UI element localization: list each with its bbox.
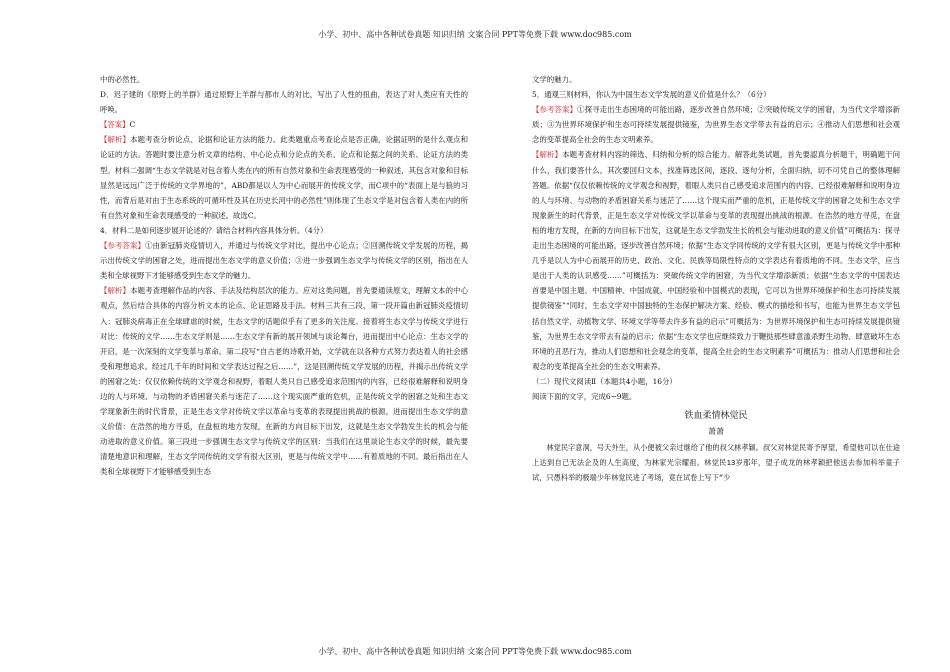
right-paragraph: 文学的魅力。 bbox=[532, 75, 577, 84]
answer-label: 【答案】 bbox=[100, 120, 130, 130]
question-5: 5．通观三则材料，你认为中国生态文学发展的意义价值是什么？（6分） bbox=[532, 90, 771, 100]
reference-answer-text: ①由新冠肺炎疫情切入，并通过与传统文学对比，提出中心论点；②回溯传统文学发展的历程，揭示出传统文学的困窘之处，进而提出生态文学的意义价值；③进一步强调生态文学与传统文学的区别，指出在人类和全球视野下才能够感受到生态文学的魅力。 bbox=[100, 241, 468, 281]
analysis-text: 本题考查材料内容的筛选、归纳和分析的综合能力。解答此类试题，首先要認真分析题干，明确题干问什么，我们要答什么。其次要回归文本，找准筛选区间，逐段、逐句分析，全面归纳，切不可凭自己的整体理解答题。依据“仅仅依赖传统的文学观念和视野，着眼人类只自己感受追求范围内的内容，已经很难解释和说明身边的人与环境、与动物的矛盾困窘关系与迷茫了……这个现实而严重的危机，正是传统文学的困窘之处和生态文学现象新生的时代背景，正是生态文学对传统文学以革命与变革的表现提出挑战的根源。在浩然的地方寻觅，在盘桓的地方发现，在新的方向目标下出发，这就是生态文学勃发生长的机会与能动进取的意义价值”可概括为：探寻走出生态困境的可能出路，逐步改善自然环境；依据“生态文学同传统的文学有很大区别，更是与传统文学中那种几乎是以人为中心而展开的历史、政治、文化、民族等局限性特点的文学表达有着质地的不同。生态文学，应当是出于人类的认识感受……”可概括为：突破传统文学的困窘，为当代文学增添新质；依据“生态文学的中国表达首要是中国主题、中国精神、中国成就、中国经验和中国模式的表现，它可以为世界环境保护和生态可持续发展提供镜鉴”“同时，生态文学对中国独特的生态保护解决方案、经验、模式的描绘和书写，也能为世界生态文学包括自然文学、动植物文学、环境文学等带去许多有益的启示”可概括为：为世界环境保护和生态可持续发展提供镜鉴，为世界生态文学带去有益的启示；依据“生态文学也应继续致力于鞭挞那些肆意滥杀野生动物、肆意破坏生态环境的丑恶行为，推动人们思想和社会观念的变革，提高全社会的生态文明素养”可概括为：推动人们思想和社会观念的变革提高全社会的生态文明素养。 bbox=[532, 150, 900, 371]
page-footer: 小学、初中、高中各种试卷真题 知识归纳 文案合同 PPT等免费下载 www.doc985.com bbox=[318, 647, 632, 656]
left-paragraph: 中的必然性。 bbox=[100, 75, 145, 84]
analysis-text: 本题考查理解作品的内容、手法及结构层次的能力。应对这类问题，首先要通读原文，理解文本的中心观点，然后结合具体的内容分析文本的论点、论证思路及手法。材料三共有三段，第一段开篇由新冠肺炎疫情切入：冠肺炎病毒正在全球肆虐的时候，生态文学的话题似乎有了更多的关注度。接着将生态文学与传统文学进行对比：传统的文学……生态文学则是……生态文学有新的展开领域与谈论舞台，进而提出中心论点：生态文学的开启，是一次深刻的文学变革与革命。第二段写“自古老的诗歌开始，文学就在以各种方式努力表达着人的社会感受和理想追求。经过几千年的时间和文学表达过程之后……”，这是回溯传统文学发展的历程，并揭示出传统文学的困窘之处：仅仅依赖传统的文学观念和视野，着眼人类只自己感受追求范围内的内容，已经很难解释和说明身边的人与环境、与动物的矛盾困窘关系与迷茫了……这个现实面严重的危机，正是传统文学的困窘之处和生态文学现象新生的时代背景，正是生态文学对传统文学以革命与变革的表现提出挑战的根源。进而提出生态文学的意义价值：在浩然的地方寻觅，在盘桓的地方发现，在新的方向目标下出发，这就是生态文学勃发生长的机会与能动进取的意义价值。第三段进一步强调生态文学与传统文学的区别：当我们在这里谈论生态文学的时候，最先要清楚地意识和理解，生态文学同传统的文学有很大区别，更是与传统文学中……有着质地的不同。最后指出在人类和全球视野下才能够感受到生态 bbox=[100, 286, 468, 477]
q5-analysis bbox=[532, 147, 900, 373]
answer-value: C bbox=[129, 120, 136, 130]
story-author: 萧萧 bbox=[708, 427, 724, 437]
left-column bbox=[100, 72, 468, 480]
page-header: 小学、初中、高中各种试卷真题 知识归纳 文案合同 PPT等免费下载 www.doc985.com bbox=[318, 30, 632, 39]
analysis-paragraph bbox=[100, 132, 468, 223]
analysis-label: 【解析】 bbox=[100, 135, 131, 145]
q5-reference-answer bbox=[532, 102, 900, 147]
right-column bbox=[532, 72, 900, 485]
analysis-label: 【解析】 bbox=[100, 286, 131, 296]
story-title: 铁血柔情林觉民 bbox=[684, 411, 748, 422]
reference-answer-label: 【参考答案】 bbox=[532, 105, 578, 115]
q4-reference-answer bbox=[100, 238, 468, 283]
analysis-label: 【解析】 bbox=[532, 150, 563, 160]
reading-instruction: 阅读下面的文字，完成6~9题。 bbox=[532, 391, 637, 401]
reference-answer-text: ①探寻走出生态困境的可能出路，逐步改善自然环境；②突破传统文学的困窘，为当代文学增添新质；③为世界环境保护和生态可持续发展提供镜鉴，为世界生态文学带去有益的启示；④推动人们思想和社会观念的变革提高全社会的生态文明素养。 bbox=[532, 105, 900, 145]
question-4: 4．材料二是如何逐步展开论述的？请结合材料内容具体分析。（4分） bbox=[100, 225, 328, 235]
option-d: D．迟子建的《原野上的羊群》通过原野上羊群与都市人的对比，写出了人性的扭曲，表达了对人类应有天性的呼唤。 bbox=[100, 90, 468, 115]
section-heading: （二）现代文阅读Ⅱ（本题共4小题，16分） bbox=[532, 376, 677, 386]
analysis-text: 本题考查分析论点、论据和论证方法的能力。此类题重点考查论点是否正确，论据证明的是什么观点和论证的方法。答题时要注意分析文章的结构、中心论点和分论点的关系、论点和论据之间的关系、论证方法的类型。材料二强调“生态文学就是对包含着人类在内的所有自然对象和生命表现感受的一种叙述，其包含对象和目标显然是远远广泛于传统的文学界地的”，ABD都是以人为中心而展开的传统文学，而C项中的“表面上是与狼的习性，而背后是对由于生态系统的可循环性及其在历史长河中的必然性”则体现了生态文学是对包含着人类在内的所有自然对象和生命表现感受的一种叙述。故选C。 bbox=[100, 135, 468, 220]
reference-answer-label: 【参考答案】 bbox=[100, 241, 146, 251]
answer-line bbox=[100, 117, 468, 132]
q4-analysis bbox=[100, 283, 468, 479]
story-text: 林觉民字意洞，号天外生，从小便被父亲过继给了他的叔父林孝颖。叔父对林觉民寄予厚望，希望他可以在仕途上达到自己无法企及的人生高度，为林家光宗耀祖。林觉民13岁那年，望子成龙的林孝颖把他送去参加科举童子试，只愚科举的极端少年林觉民进了考场，竟在试卷上写下“少 bbox=[532, 443, 900, 483]
